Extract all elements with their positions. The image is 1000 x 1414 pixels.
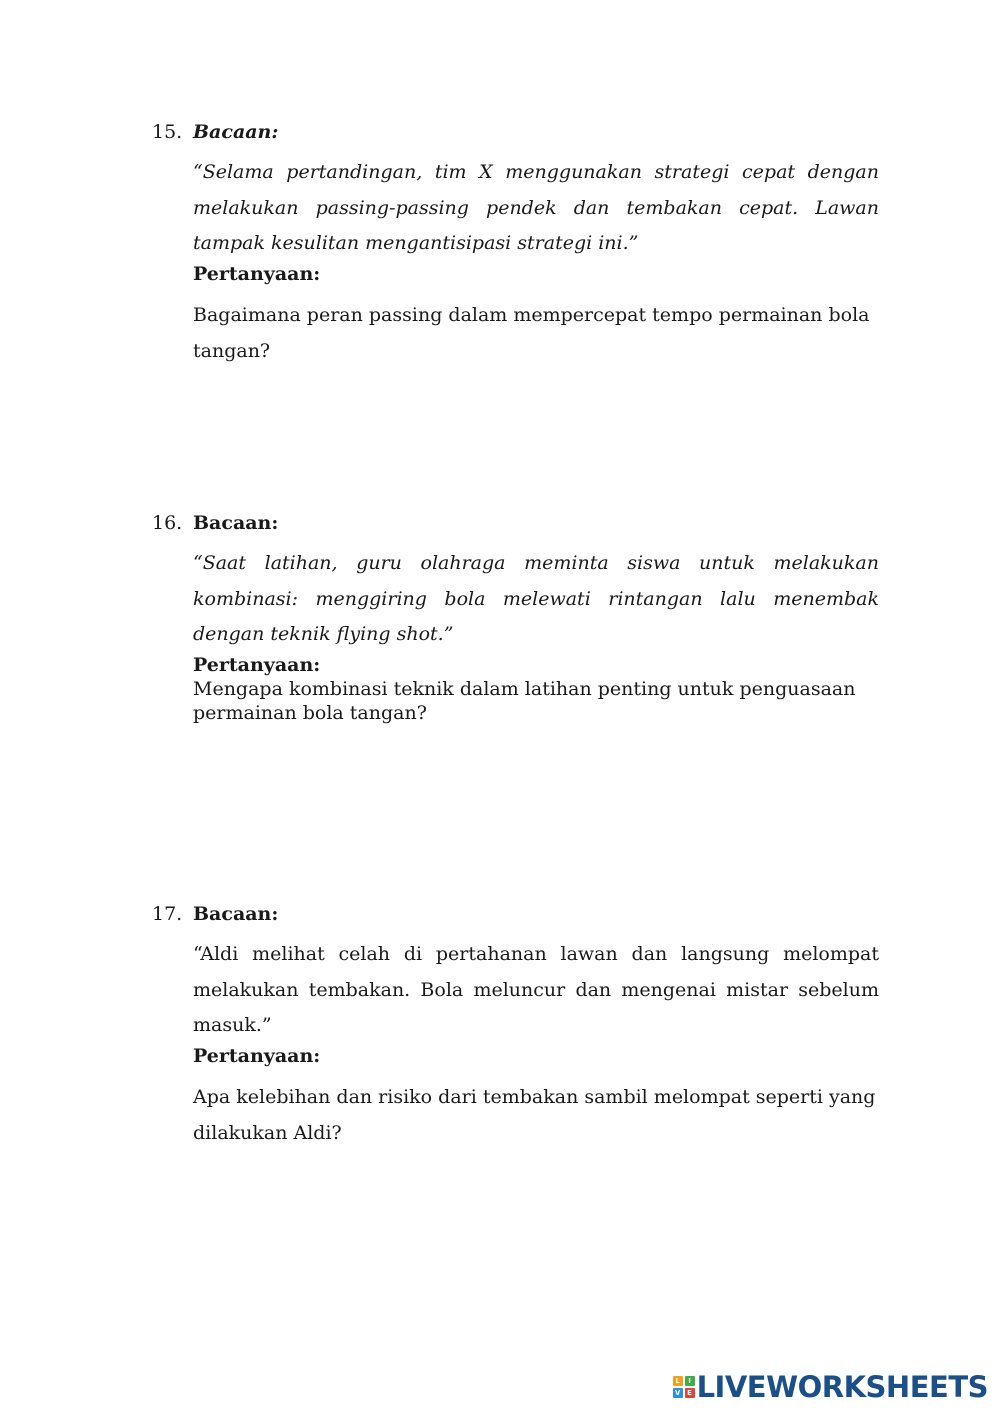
- question-body: [193, 511, 879, 725]
- pertanyaan-label: Pertanyaan:: [193, 262, 321, 285]
- logo-tile: V: [673, 1388, 683, 1398]
- question-number: 15.: [152, 121, 183, 143]
- logo-tile: L: [673, 1376, 683, 1386]
- reading-passage: “Aldi melihat celah di pertahanan lawan dan langsung melompat melakukan tembakan. Bola meluncur dan mengenai mistar sebelum masuk.”: [193, 943, 879, 1036]
- reading-passage: “Saat latihan, guru olahraga meminta siswa untuk melakukan kombinasi: menggiring bola melewati rintangan lalu menembak dengan teknik flying shot.”: [193, 552, 879, 645]
- question-text: Bagaimana peran passing dalam mempercepat tempo permainan bola tangan?: [193, 303, 870, 362]
- pertanyaan-label: Pertanyaan:: [193, 1044, 321, 1067]
- logo-tile: I: [685, 1376, 695, 1386]
- question-text: Apa kelebihan dan risiko dari tembakan sambil melompat seperti yang dilakukan Aldi?: [193, 1085, 876, 1144]
- question-text: Mengapa kombinasi teknik dalam latihan penting untuk penguasaan permainan bola tangan?: [193, 677, 856, 724]
- question-body: [193, 902, 879, 1151]
- liveworksheets-logo-icon: [673, 1376, 695, 1398]
- question-number: 16.: [152, 512, 183, 534]
- liveworksheets-brand: [673, 1370, 988, 1404]
- question-number: 17.: [152, 903, 183, 925]
- bacaan-label: Bacaan:: [193, 903, 279, 925]
- brand-name: LIVEWORKSHEETS: [696, 1370, 988, 1404]
- pertanyaan-label: Pertanyaan:: [193, 653, 321, 676]
- question-body: [193, 120, 879, 369]
- reading-passage: “Selama pertandingan, tim X menggunakan strategi cepat dengan melakukan passing-passing pendek dan tembakan cepat. Lawan tampak kesulitan mengantisipasi strategi ini.”: [193, 161, 879, 254]
- logo-tile: E: [685, 1388, 695, 1398]
- bacaan-label: Bacaan:: [193, 121, 279, 143]
- bacaan-label: Bacaan:: [193, 512, 279, 534]
